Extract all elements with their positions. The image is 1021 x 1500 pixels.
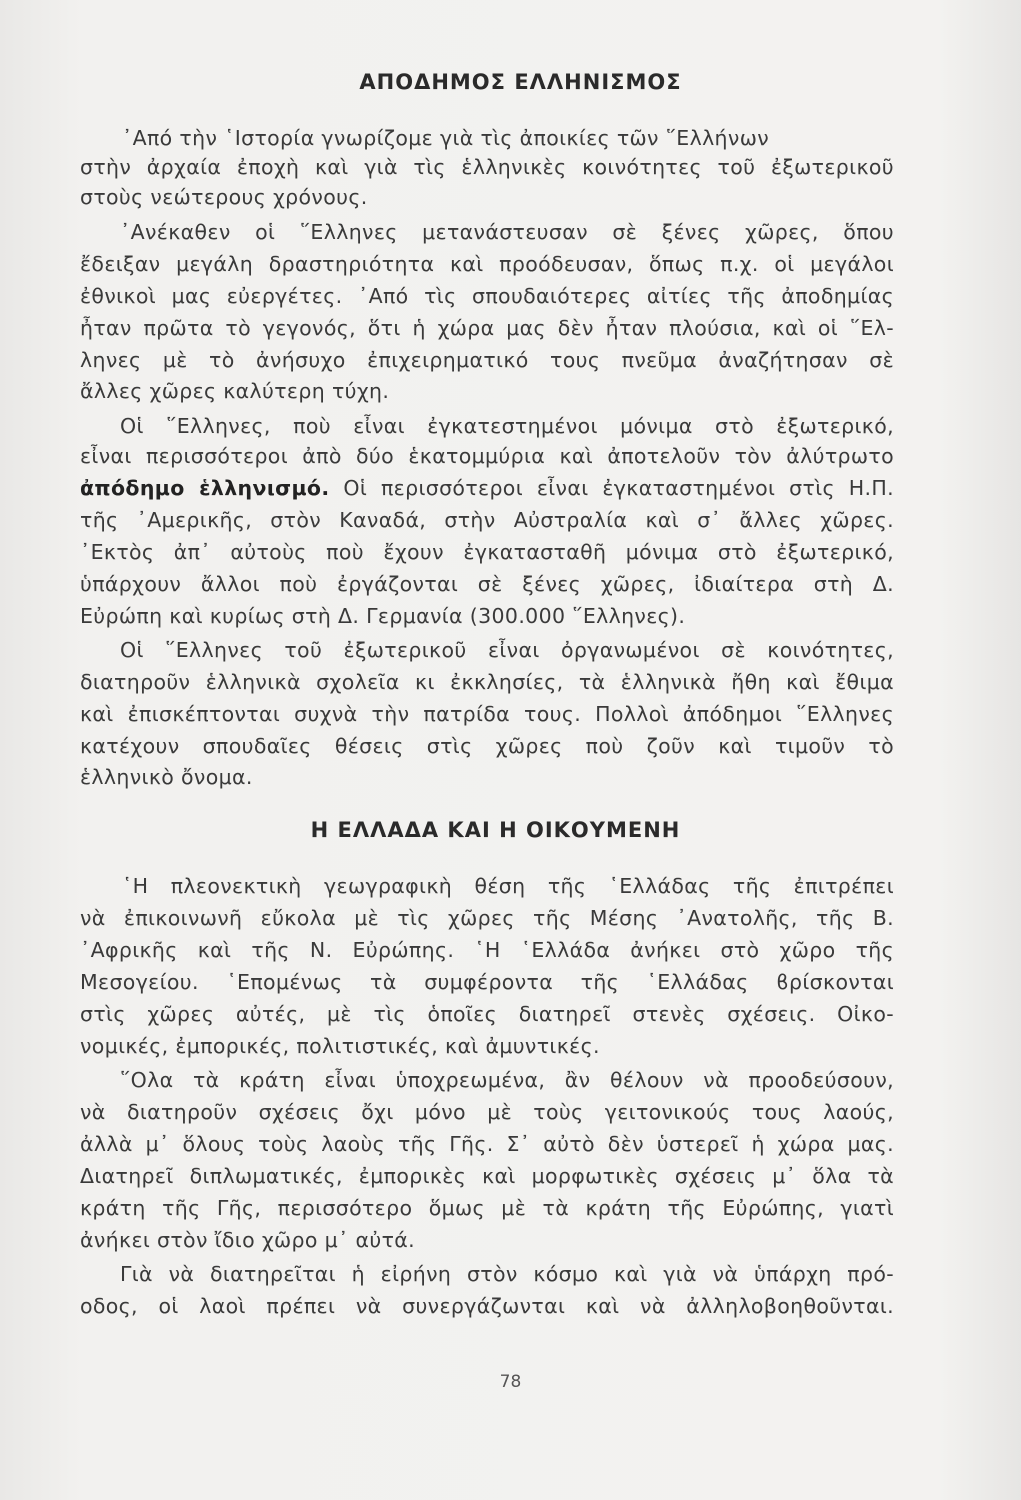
text-line-with-bold (80, 474, 894, 502)
text-line: Εὐρώπη καὶ κυρίως στὴ Δ. Γερμανία (300.000 ῞Ελληνες). (80, 604, 686, 628)
text-line: τῆς ᾿Αμερικῆς, στὸν Καναδά, στὴν Αὐστραλία καὶ σ᾿ ἄλλες χῶρες. (80, 508, 894, 532)
text-line: νὰ ἐπικοινωνῆ εὔκολα μὲ τὶς χῶρες τῆς Μέσης ᾿Ανατολῆς, τῆς Β. (80, 906, 894, 930)
text-line: ἀνήκει στὸν ἴδιο χῶρο μ᾿ αὐτά. (80, 1228, 416, 1252)
text-line: Οἱ ῞Ελληνες τοῦ ἐξωτερικοῦ εἶναι ὀργανωμένοι σὲ κοινότητες, (120, 638, 894, 662)
text-line: ῾Η πλεονεκτικὴ γεωγραφικὴ θέση τῆς ῾Ελλάδας τῆς ἐπιτρέπει (122, 874, 894, 898)
text-line: διατηροῦν ἑλληνικὰ σχολεῖα κι ἐκκλησίες, τὰ ἑλληνικὰ ἤθη καὶ ἔθιμα (80, 670, 894, 694)
text-line: ἄλλες χῶρες καλύτερη τύχη. (80, 379, 390, 403)
text-line: στὴν ἀρχαία ἐποχὴ καὶ γιὰ τὶς ἑλληνικὲς κοινότητες τοῦ ἐξωτερικοῦ (80, 155, 894, 179)
text-line: ᾿Από τὴν ῾Ιστορία γνωρίζομε γιὰ τὶς ἀποικίες τῶν ῞Ελλήνων (122, 126, 770, 150)
text-line: καὶ ἐπισκέπτονται συχνὰ τὴν πατρίδα τους. Πολλοὶ ἀπόδημοι ῞Ελληνες (80, 702, 894, 726)
text-line: νὰ διατηροῦν σχέσεις ὄχι μόνο μὲ τοὺς γειτονικούς τους λαούς, (80, 1100, 894, 1124)
section-title-ellada: Η ΕΛΛΑΔΑ ΚΑΙ Η ΟΙΚΟΥΜΕΝΗ (310, 818, 681, 842)
text-span: Οἱ περισσότεροι εἶναι ἐγκαταστημένοι στὶς Η.Π. (329, 476, 894, 500)
text-line: εἶναι περισσότεροι ἀπὸ δύο ἑκατομμύρια καὶ ἀποτελοῦν τὸν ἀλύτρωτο (80, 444, 894, 468)
page-number: 78 (499, 1372, 522, 1392)
text-line: ῞Ολα τὰ κράτη εἶναι ὑποχρεωμένα, ἂν θέλουν νὰ προοδεύσουν, (120, 1068, 894, 1092)
text-line: Γιὰ νὰ διατηρεῖται ἡ εἰρήνη στὸν κόσμο καὶ γιὰ νὰ ὑπάρχη πρό- (120, 1262, 894, 1286)
text-line: κατέχουν σπουδαῖες θέσεις στὶς χῶρες ποὺ ζοῦν καὶ τιμοῦν τὸ (80, 734, 894, 758)
text-line: ᾿Εκτὸς ἀπ᾿ αὐτοὺς ποὺ ἔχουν ἐγκατασταθῆ μόνιμα στὸ ἐξωτερικό, (80, 540, 894, 564)
text-line: ᾿Ανέκαθεν οἱ ῞Ελληνες μετανάστευσαν σὲ ξένες χῶρες, ὅπου (120, 220, 894, 244)
text-line: νομικές, ἐμπορικές, πολιτιστικές, καὶ ἀμυντικές. (80, 1034, 600, 1058)
text-line: ᾿Αφρικῆς καὶ τῆς Ν. Εὐρώπης. ῾Η ῾Ελλάδα ἀνήκει στὸ χῶρο τῆς (80, 938, 894, 962)
text-line: ἑλληνικὸ ὄνομα. (80, 765, 253, 789)
text-line: ὑπάρχουν ἄλλοι ποὺ ἐργάζονται σὲ ξένες χῶρες, ἰδιαίτερα στὴ Δ. (80, 572, 894, 596)
text-line: κράτη τῆς Γῆς, περισσότερο ὅμως μὲ τὰ κράτη τῆς Εὐρώπης, γιατὶ (80, 1196, 894, 1220)
text-line: στοὺς νεώτερους χρόνους. (80, 185, 368, 209)
text-line: οδος, οἱ λαοὶ πρέπει νὰ συνεργάζωνται καὶ νὰ ἀλληλοβοηθοῦνται. (80, 1294, 894, 1318)
text-line: ληνες μὲ τὸ ἀνήσυχο ἐπιχειρηματικό τους πνεῦμα ἀναζήτησαν σὲ (80, 348, 894, 372)
text-line: Οἱ ῞Ελληνες, ποὺ εἶναι ἐγκατεστημένοι μόνιμα στὸ ἐξωτερικό, (120, 414, 894, 438)
text-line: ἔδειξαν μεγάλη δραστηριότητα καὶ προόδευσαν, ὅπως π.χ. οἱ μεγάλοι (80, 252, 894, 276)
text-line: ἐθνικοὶ μας εὐεργέτες. ᾿Από τὶς σπουδαιότερες αἰτίες τῆς ἀποδημίας (80, 284, 894, 308)
section-title-apodimos: ΑΠΟΔΗΜΟΣ ΕΛΛΗΝΙΣΜΟΣ (359, 70, 682, 94)
text-line: Μεσογείου. ῾Επομένως τὰ συμφέροντα τῆς ῾Ελλάδας ϐρίσκονται (80, 970, 894, 994)
text-line: ἦταν πρῶτα τὸ γεγονός, ὅτι ἡ χώρα μας δὲν ἦταν πλούσια, καὶ οἱ ῞Ελ- (80, 316, 894, 340)
text-line: ἀλλὰ μ᾿ ὅλους τοὺς λαοὺς τῆς Γῆς. Σ᾿ αὐτὸ δὲν ὑστερεῖ ἡ χώρα μας. (80, 1132, 894, 1156)
bold-term: ἀπόδημο ἑλληνισμό. (80, 476, 330, 500)
text-line: στὶς χῶρες αὐτές, μὲ τὶς ὁποῖες διατηρεῖ στενὲς σχέσεις. Οἰκο- (80, 1002, 894, 1026)
text-line: Διατηρεῖ διπλωματικές, ἐμπορικὲς καὶ μορφωτικὲς σχέσεις μ᾿ ὅλα τὰ (80, 1164, 894, 1188)
